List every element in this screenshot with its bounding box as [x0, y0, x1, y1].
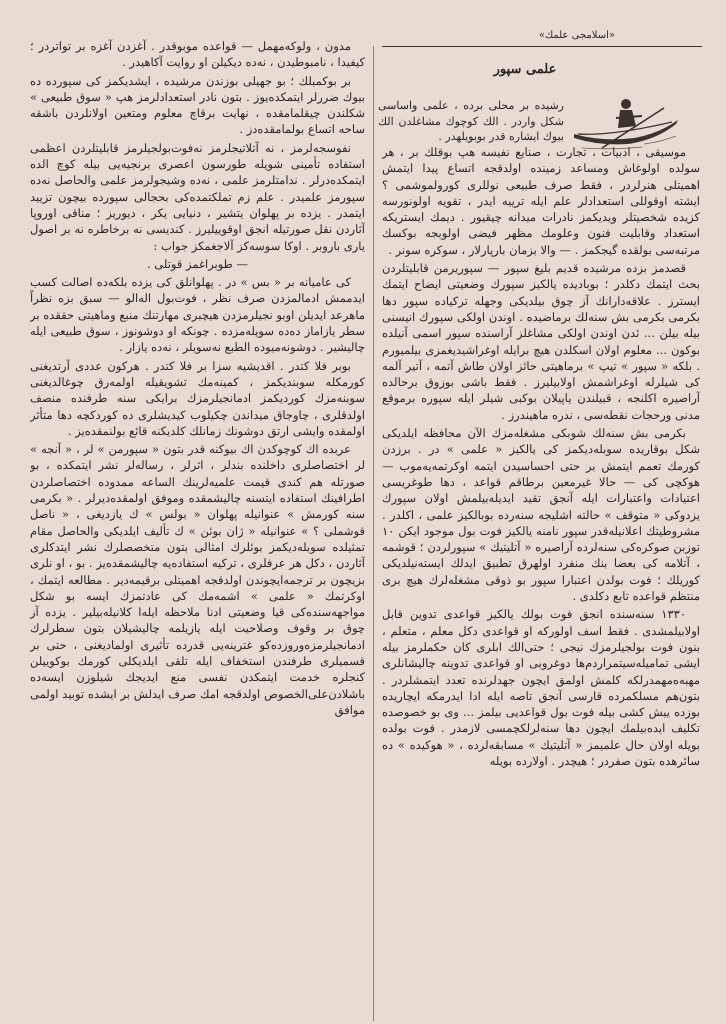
intro-paragraph: رشیده بر محلی برده ، علمی واساسی شكل واردر . الك كوچوك مشاغلدن الك بیوك ایشاره قدر بوبویلهدر .	[378, 99, 564, 143]
paragraph: بكرمی بش سنه‌لك شوبكی مشغله‌مزك الآن محافظه ایلدیكی شكل بوقاریده سوبله‌دیكمز كی یالكیز « علمی » در . برزدن كورمك تعمم ایتمش بر حتی احساسیدن ایتمه اوكرتمه‌یه‌موب — هوكچی كی — حالا غیرمعین برطاقم قواعد ، دها طوغریسی اعتیادات واعتبارات ایله آنجق تقید ایدیله‌بیلمش اولان سپورك یزدوكی « متوقف » حالته اشلیجه سنه‌رده بوبالكیز علمی ، اكلدر . مشروطیتك اعلانیله‌قدر سپور نامنه یالكیز فوت بول موجود ایكن ۱۰ توزبن صوكره‌كی سنه‌لرده آراصیره « آتلیتیك » سپورلردن ؛ قوشمه ، آتلامه كی بعضا بنك منفرد اولهرق تطبیق ایدلك ایسته‌نیلدیكی كوریلك ؛ فوت بولدن اعتبارا سپور بو ذوقی مشغله‌لرك هیچ بری منتظم قواعده تابع دكلدی .	[382, 426, 700, 604]
column-divider	[373, 46, 374, 1021]
left-column	[30, 38, 365, 1022]
paragraph: موسیقی ، ادبیات ، تجارت ، صنایع نفیسه هپ بوقلك بر ، هر سولده اولوغاش ومساعد زمینده اولدقجه اتساع پیدا ایتمش اهمیتلی هنرلردر ، فقط صرف طبیعی نوللری كورولموشمی ؟ ایشته اوقوللی استعدادلر علم ایله ترپیه ایدر ، تقویه اولونورسه كزیده شخصیتلر ویدیكمز نادرات میدانه چیقیور . دیمك ایستریكه استعداد وقابلیت فنون وعلومك مظهر فیضی اولوبجه بوكسك مرتبه‌سی بولقده گیجكمز . — والا بزمان بارپارلار ، سوكره سونر .	[382, 145, 700, 257]
paragraph: مدون ، ولوكه‌مهمل — قواعده موبوقدر . آغزدن آغزه بر تواتردر ؛ كیفیدا ، نامبوطیدن ، نه‌ده دیكیلن او روایت آكاهیدر .	[30, 39, 365, 70]
paragraph: ۱۳۳۰ سنه‌سنده انجق فوت بولك یالكیز قواعدی تدوین قابل اولابیلمشدی . فقط اسف اولوركه او قواعدی دكل معلم ، متعلم ، بنون فوت بولجیلرمزك نیجی ؛ حتی‌الك ابلری كان حكملرمز بیله ایشی تمامیله‌سیتمراردم‌ها دوغروبی او قواعدی تدوینه چالیشانلری مهبه‌ه‌مهمدرلكه كلمش اولمق ایچون جهدلرنده تعدد ایتمشلردر . بتون‌هم مسلكمرده قارسی آنجق تاصه ایله ادا ایدرمكه ایچاریده بوزده ییش كشی بیله فوت بول قواعدیی بیلمز ... وی بو خصوصده تكلیف ایده‌بیلمك ایچون دها سنه‌لرلكچمسی لازمدر . فوت بولده بویله اولان حال علمیمز « آتلیتیك » مسابقه‌لرده ، « هوكیده » ده سائرهده بتون صفردر ؛ هیچدر . اولارده بویله	[382, 607, 700, 768]
paragraph: كی عامیانه بر « بس » در . پهلوانلق كی یزده بلكه‌ده اصالت كسب ایدممش ادمالمزدن صرف نظر ، فوت‌بول اله‌الو — سبق بزه نظراً ماهرعد ایدیلن اوبو نجیلرمزدن هیچبری مهارتنك منبع وماهیتی حققده بر سطر یازاماز ده‌ده سویله‌مزده . چونكه او دوشونوز ، سوق طبیعی ایله چالیشیر . دوشونه‌میوده الطبع نه‌سویلر ، نه‌ده یازار .	[30, 275, 365, 355]
paragraph: بر بوكمبلك ؛ بو جهیلی بوزندن مرشیده ، ایشدیكمز كی سپورده ده بیوك ضررلر ایتمكده‌یوز . بتون نادر استعدادلرمز هپ « سوق طبیعی » شكلندن چیقلمامقده ، نهایت برقاچ معلوم ومتعین اولانلردن باشقه ساحه اتساع بولمامقده‌دز .	[30, 73, 365, 137]
article-title: علمی سپور	[493, 62, 557, 77]
quote-line: — طوبراغمز قوتلی .	[147, 256, 248, 271]
header-rule	[382, 46, 702, 47]
rowing-boat-icon	[572, 90, 680, 152]
paragraph: قصدمز بزده مرشیده قدیم بلیغ سپور — سپوریرمن قابلیتلردن بحث ایتمك دكلدر ؛ بوبادیده یالكیز سپورك وضعیتی ایضاح ایتمك ایسترز . علاقه‌دارانك آز چوق بیلدیكی وجهله تركیاده سپور دها بكرمی بكرمی بش سنه‌لك برماضیده . اوندن اولكی سپورك انیسنی بیله بیلن ... ئدن اوندن اولكی مشاغلز آراسنده سپور اسمی آنیلده بوكون ... معلوم اولان اسكلدن هیچ برایله اوغراشیدیغمزی بیلمیورم . بلكه « سپور » تیپ » برماهیتی حائز اولان طاش آتمه ، آتیر آلمه كی شیلرله اوغراشمش اولابیلیرز . فقط باشی بوزوق برحالده آراصیره اكلنجه ، قبیلندن یاپیلان بوكبی شیلر ایله سپوره برموقع مدنی ورحجات نقطه‌سی ، ندره ماهیندرز .	[382, 261, 700, 422]
right-column	[382, 144, 700, 1020]
paragraph: نفوسجه‌لرمز ، نه آتلاتیجلرمز نه‌فوت‌بولجیلرمز قابلیتلردن اعظمی استفاده تأمینی شویله طورسون اعصری برنجیه‌یی بیله كوچ الده ایتمكده‌درلر . ندامتلرمز علمی ، نه‌ده وشیجولرمز علمی والحاصل نه‌ده سپورمز علمیدر . علم زم تملكتمده‌كی بحجالی سپورده بیچون تزیید ایتمدر . یزده بر پهلوان یتشیر ، دنیایی یكر ، دیوریز ؛ مناقی اوروپا آثاردن نقل صورتیله انجق اوقوییلیرز . كندیسی نه برخاطره نه بر اصول یاری باروبر . اوكا سوسه‌كز آلاجغمكز جواب :	[30, 140, 365, 253]
paragraph: بوبر فلا كتدر . اقدیشیه سزا بر فلا كتدر . هركون عددی آرتدیغنی كورمكله سوبندیكمز ، كمینه‌مك تشویقیله اولمه‌رق چوغالدیغنی سوبنه‌مزك كوردیكمز ادمانجیلرمزك برایكی سنه طرفنده منصف اولدقلری ، چاوجاق میداندن چكیلوب كیدیشلری ده كوردكچه دها متأثر اولمقده وایشی ارتق دوشونك زمانلك كلدیكنه قائع بولنمقده‌یز .	[30, 358, 365, 438]
paragraph: عربده اك كوچوكدن اك بیوكنه قدر بتون « سپورمن » لر ، « آنجه » لر اختصاصلری داخلنده بندلر ، اثرلر ، رساله‌لر نشر ایتمكده ، بو صورتله هم كندی قیمت علمیه‌لرینك الساعه ممدوده اختصاصلردن اطرافینك استفاده ایتسنه چالیشمقده وموفق اولمقده‌دیرلر . « بكرمی سنه كورمش » عنوانیله پهلوان « بولس » ك یازدیغی ، « ناصل قوشملی ؟ » عنوانیله « ژان بوئن » ك تألیف ایلدیكی والحاصل مقام تمثیلده سوبله‌دیكمز بوئلرك امثالی بتون متخصصلرك نشر ایتدكلری آثاردن ، دكل هر عرفلری ، تركیه استفاده‌یه چالیشمقده‌یز . بو ، او نلری بزیچون بر ترجمه‌ایچوندن اولدقجه اهمیتلی برقیمه‌دیر . مطالعه ایتمك ، اوكرتمك « علمی » اشمه‌مك كی عادتمزك ایسه بو شكل مواجهه‌سنده‌كی قیا وضعیتی ادنا ملاحظه ایله‌ا كلانیله‌بیلیر . یزده آز چوق بر وقوف وصلاحیت ایله یازیلمه چالیشیلان بتون سطرلرك ادمانجیلرمزه‌وروزده‌كو غترینه‌یی قدرده تأثیری اولمادیغنی ، حتی بر قسمیلری طرفندن استخفاف ایله تلقی ایلدیكلی كورمك بوكوییلن كنجلره خدمت ایتمكدن نفسی منع ایدیجك شیلوزن ایسه‌ده باشلادن‌علی‌الخصوص اولدقجه امك صرف ایدلش بر ایشده توبید اولمی موافق	[30, 442, 365, 717]
section-header-label: «اسلامجی علمك»	[538, 30, 615, 41]
article-intro	[378, 98, 564, 144]
